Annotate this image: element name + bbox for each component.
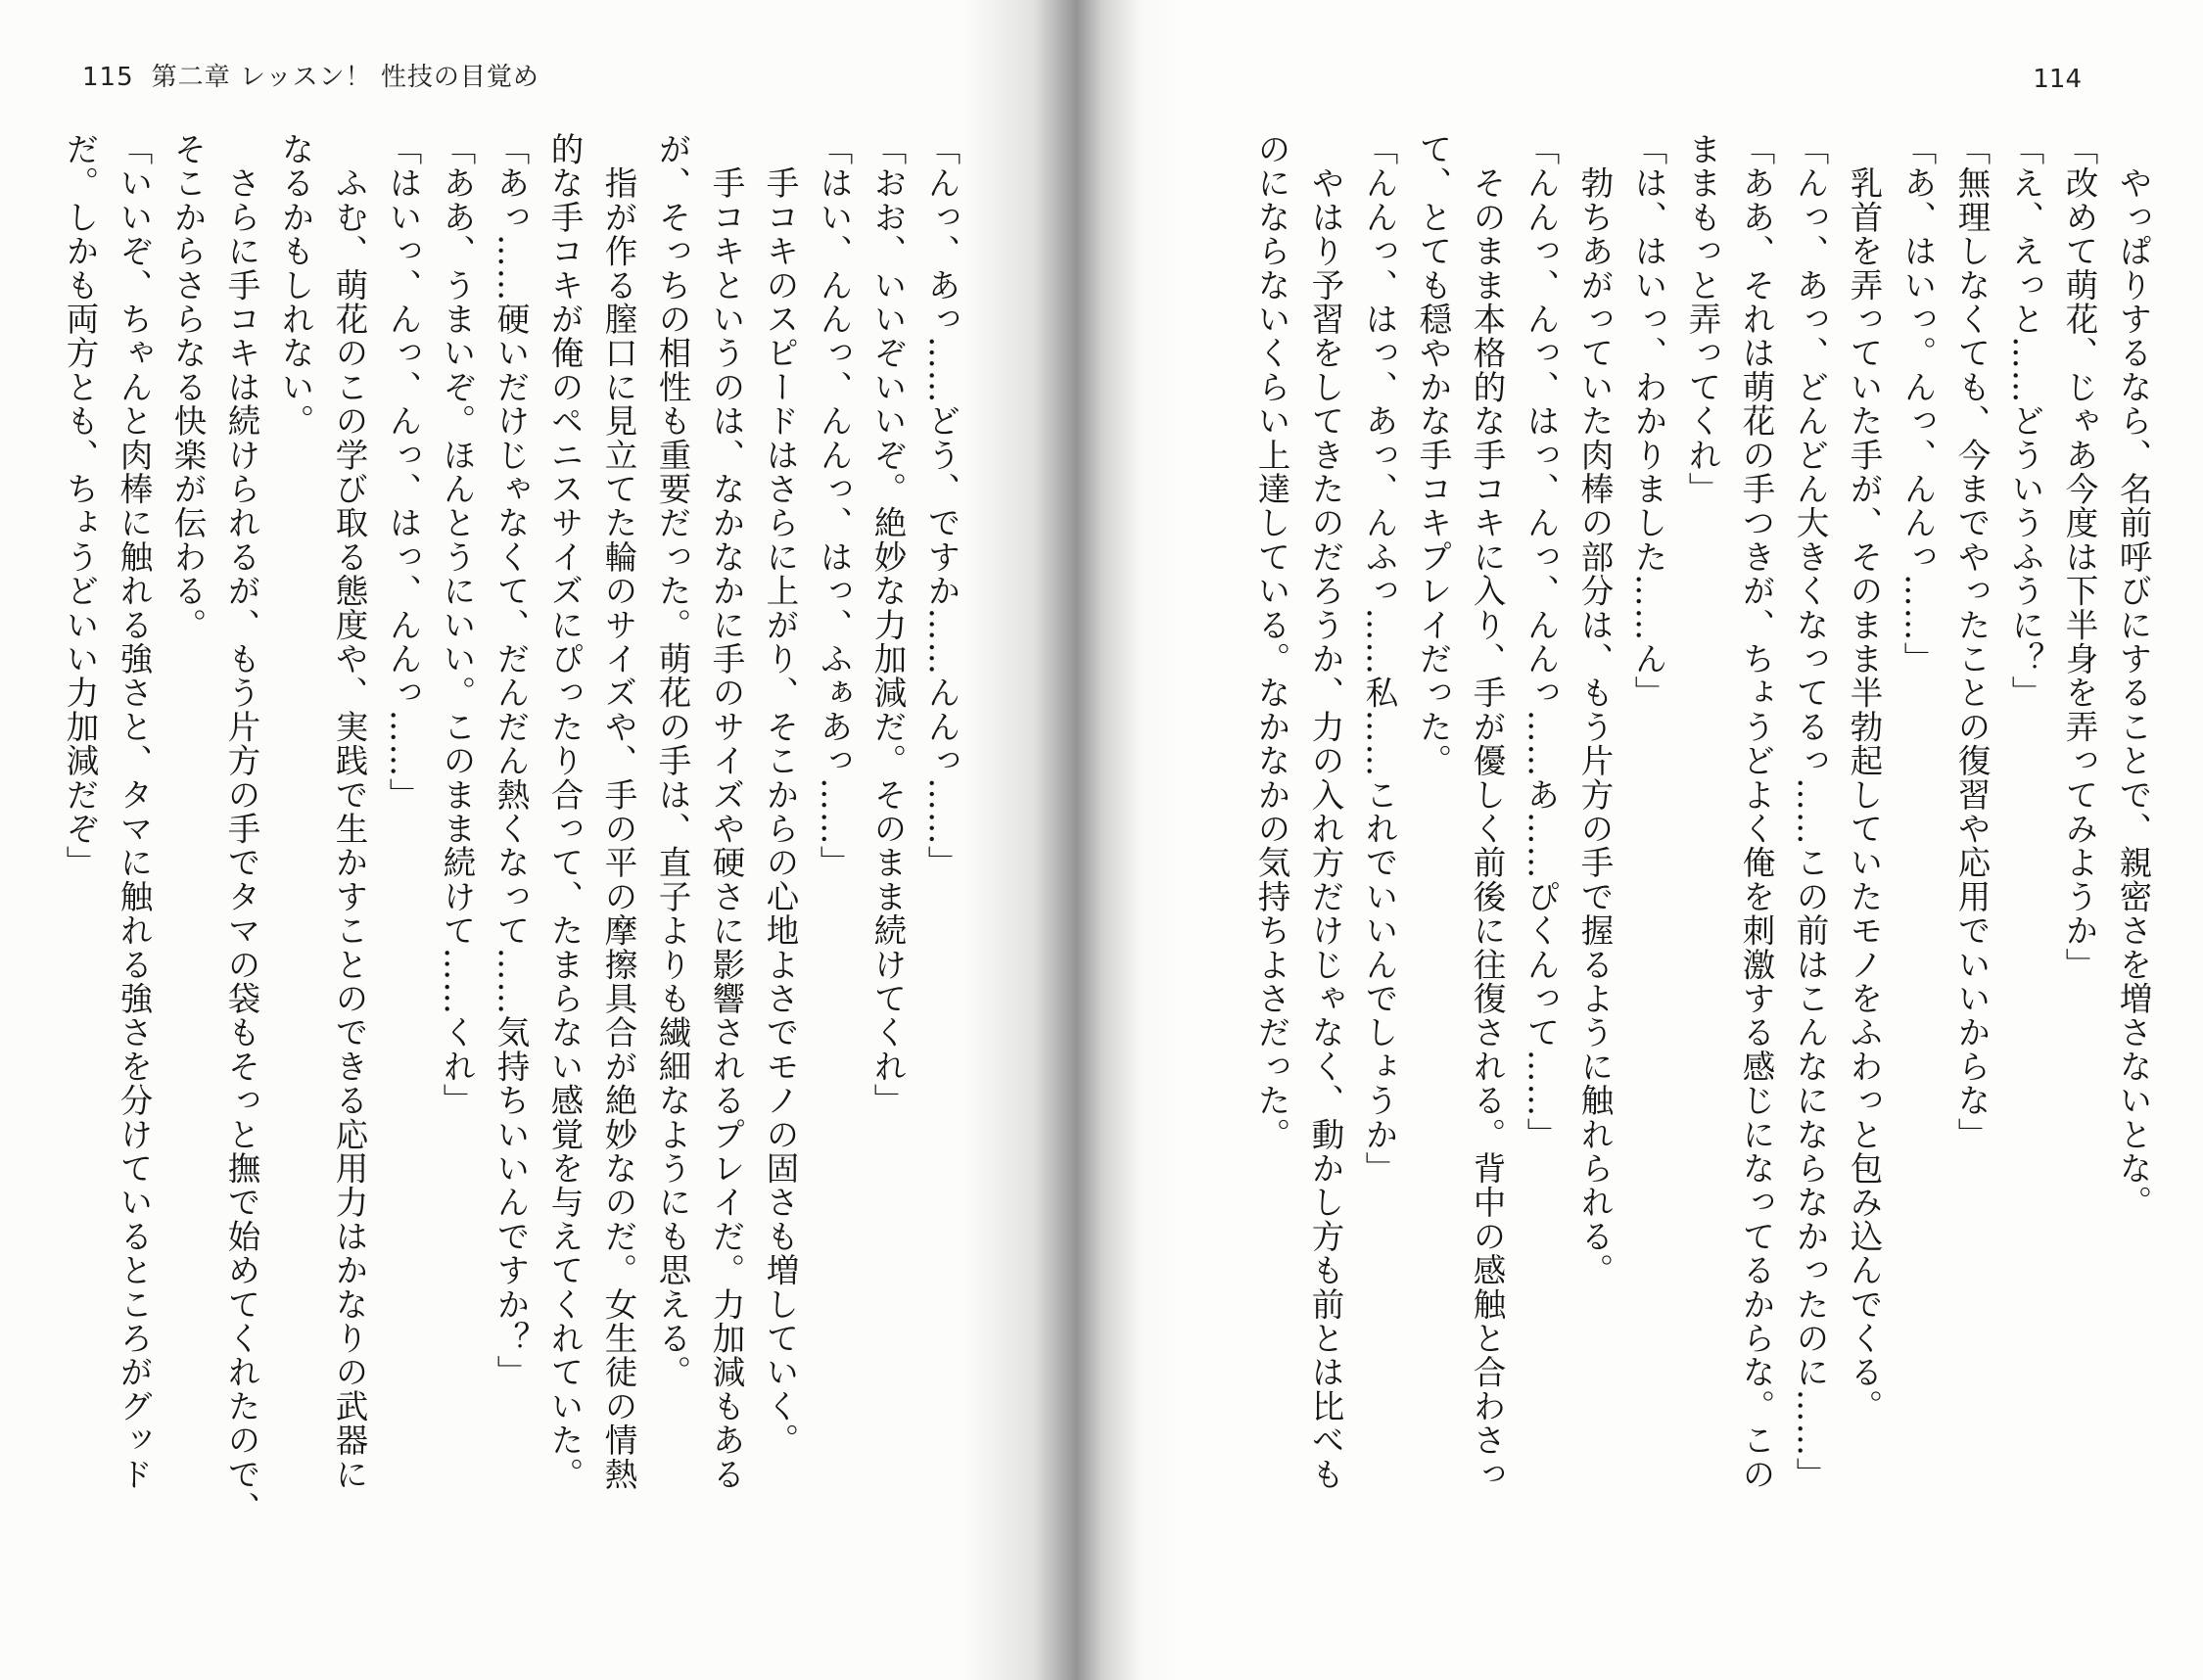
text-line: のにならないくらい上達している。なかなかの気持ちよさだった。 <box>1252 132 1290 1151</box>
text-line: 「は、はいっ、わかりました……ん」 <box>1629 132 1667 710</box>
text-line: さらに手コキは続けられるが、もう片方の手でタマの袋もそっと撫で始めてくれたので、 <box>222 132 260 1525</box>
text-line: 「んっ、あっ、どんどん大きくなってるっ……この前はこんなにならなかったのに……」 <box>1791 132 1829 1491</box>
text-line: 「んっ、あっ……どう、ですか……んんっ……」 <box>922 132 961 880</box>
left-page <box>0 0 1063 1680</box>
text-line: 勃ちあがっていた肉棒の部分は、もう片方の手で握るように触れられる。 <box>1575 132 1614 1287</box>
text-line: やっぱりするなら、名前呼びにすることで、親密さを増さないとな。 <box>2114 132 2152 1220</box>
text-line: 「はいっ、んっ、んっ、はっ、んんっ……」 <box>384 132 422 812</box>
body-text <box>1181 132 2160 1640</box>
text-line: 「ああ、うまいぞ。ほんとうにいい。このまま続けて……くれ」 <box>438 132 476 1118</box>
text-line: 「あっ……硬いだけじゃなくて、だんだん熱くなって……気持ちいいんですか？」 <box>492 132 530 1389</box>
text-line: そのまま本格的な手コキに入り、手が優しく前後に往復される。背中の感触と合わさっ <box>1468 132 1506 1491</box>
text-line: なるかもしれない。 <box>276 132 314 439</box>
text-line: 的な手コキが俺のペニスサイズにぴったり合って、たまらない感覚を与えてくれていた。 <box>545 132 584 1491</box>
text-line: 「おお、いいぞいいぞ。絶妙な力加減だ。そのまま続けてくれ」 <box>868 132 907 1118</box>
text-line: 「はい、んんっ、んんっ、はっ、ふぁあっ……」 <box>815 132 853 880</box>
running-head <box>82 57 539 93</box>
text-line: 指が作る膣口に見立てた輪のサイズや、手の平の摩擦具合が絶妙なのだ。女生徒の情熱 <box>599 132 637 1491</box>
page-number: 115 <box>82 63 134 92</box>
chapter-title: 第二章 レッスン！ 性技の目覚め <box>151 63 539 92</box>
text-line: て、とても穏やかな手コキプレイだった。 <box>1414 132 1452 778</box>
text-line: 「ああ、それは萌花の手つきが、ちょうどよく俺を刺激する感じになってるからな。この <box>1737 132 1775 1491</box>
body-text <box>61 132 968 1640</box>
page-number: 114 <box>2033 65 2082 94</box>
text-line: 「あ、はいっ。んっ、んんっ……」 <box>1898 132 1937 677</box>
text-line: 乳首を弄っていた手が、そのまま半勃起していたモノをふわっと包み込んでくる。 <box>1845 132 1883 1423</box>
text-line: 手コキのスピードはさらに上がり、そこからの心地よさでモノの固さも増していく。 <box>761 132 799 1458</box>
text-line: ふむ、萌花のこの学び取る態度や、実践で生かすことのできる応用力はかなりの武器に <box>330 132 368 1491</box>
right-page <box>1063 0 2203 1680</box>
text-line: 「改めて萌花、じゃあ今度は下半身を弄ってみようか」 <box>2060 132 2098 982</box>
text-line: だ。しかも両方とも、ちょうどいい力加減だぞ」 <box>61 132 99 880</box>
text-line: ままもっと弄ってくれ」 <box>1683 132 1721 506</box>
text-line: 「んんっ、んっ、はっ、んっ、んんっ……あ……ぴくんって……」 <box>1522 132 1560 1151</box>
text-line: 「んんっ、はっ、あっ、んふっ……私……これでいいんでしょうか」 <box>1360 132 1398 1186</box>
text-line: 手コキというのは、なかなかに手のサイズや硬さに影響されるプレイだ。力加減もある <box>707 132 745 1491</box>
text-line: 「え、えっと……どういうふうに？」 <box>2006 132 2044 710</box>
text-line: が、そっちの相性も重要だった。萌花の手は、直子よりも繊細なようにも思える。 <box>653 132 691 1389</box>
text-line: そこからさらなる快楽が伝わる。 <box>168 132 207 642</box>
text-line: やはり予習をしてきたのだろうか、力の入れ方だけじゃなく、動かし方も前とは比べも <box>1306 132 1344 1491</box>
text-line: 「無理しなくても、今までやったことの復習や応用でいいからな」 <box>1952 132 1991 1151</box>
text-line: 「いいぞ、ちゃんと肉棒に触れる強さと、タマに触れる強さを分けているところがグッド <box>115 132 153 1491</box>
